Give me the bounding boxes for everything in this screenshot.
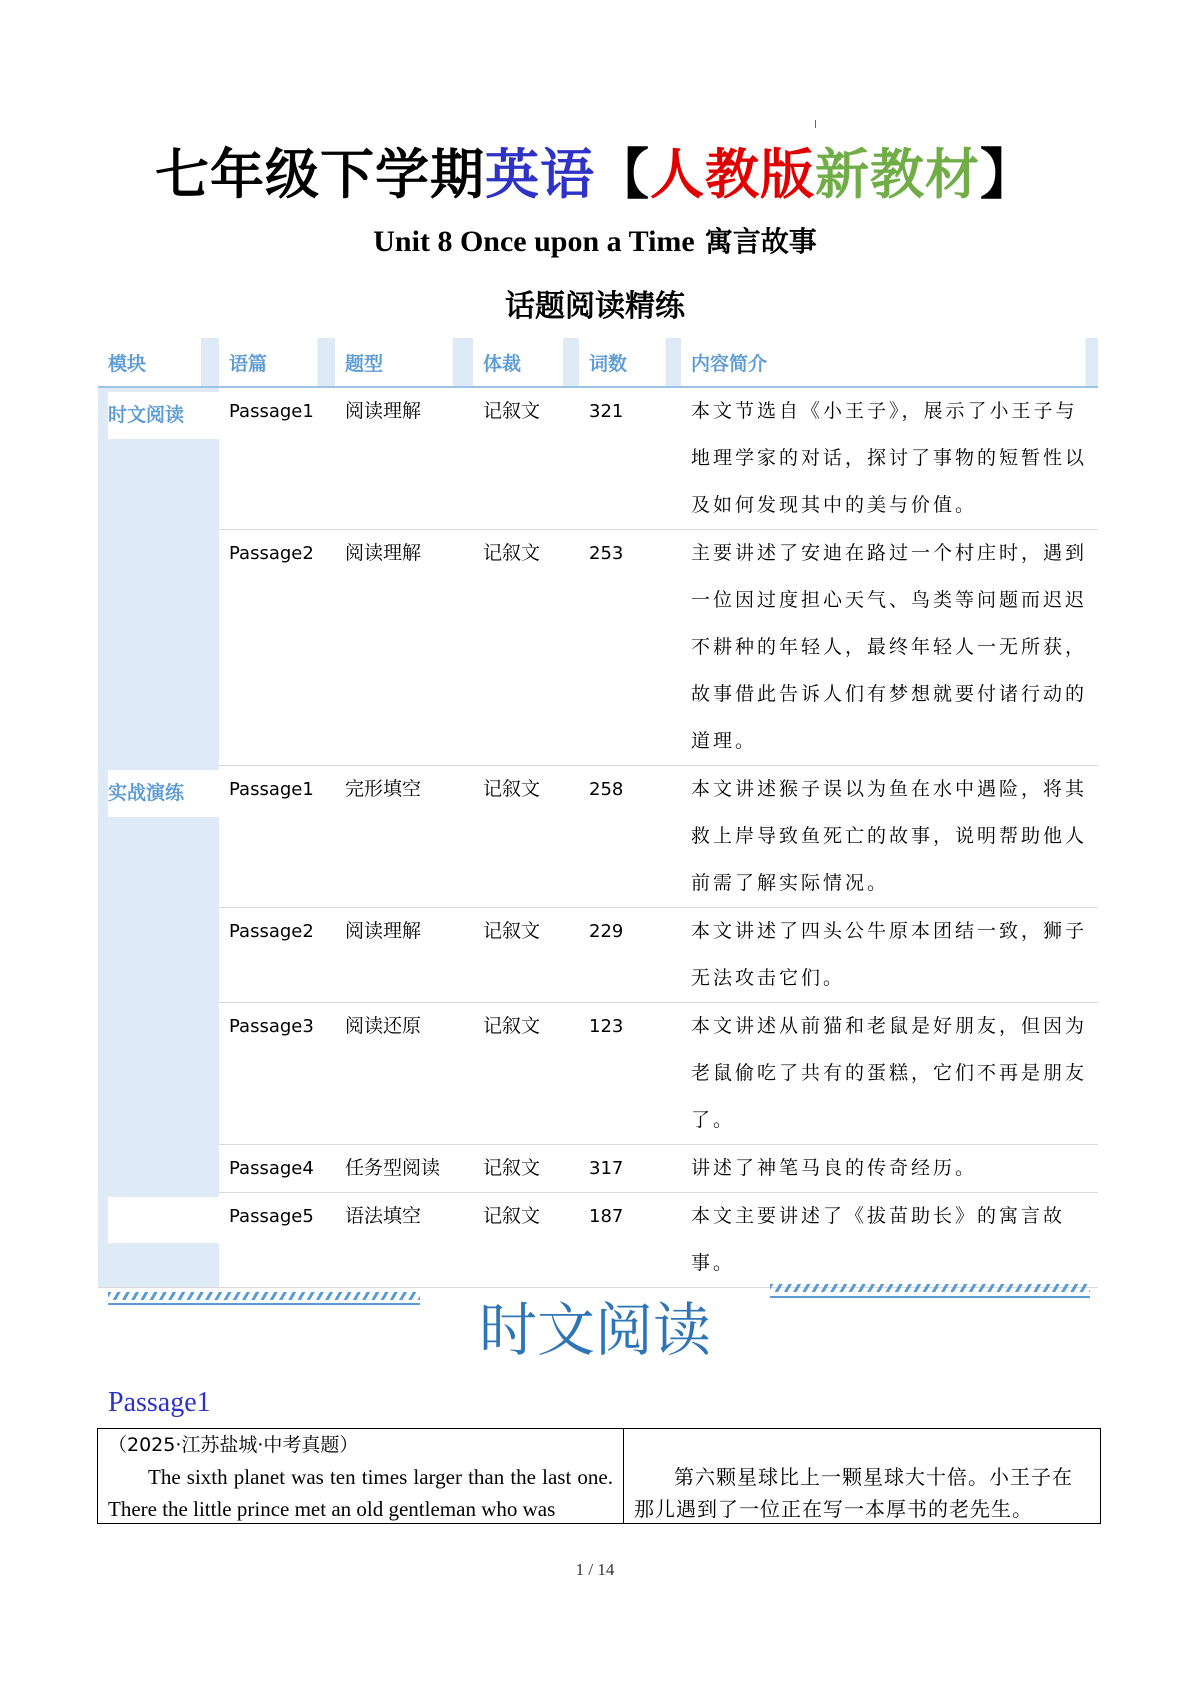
passage-cell: Passage5	[219, 1193, 335, 1288]
type-cell: 阅读理解	[335, 387, 473, 530]
module-cell	[98, 766, 219, 1193]
words-cell: 317	[579, 1145, 681, 1193]
unit-subtitle	[0, 222, 1190, 262]
title-subject: 英语	[485, 143, 595, 206]
type-cell: 语法填空	[335, 1193, 473, 1288]
passage-source: （2025·江苏盐城·中考真题）	[108, 1434, 359, 1456]
genre-cell: 记叙文	[473, 387, 579, 530]
section-banner-title: 时文阅读	[478, 1296, 711, 1364]
banner-stripe-right	[770, 1284, 1090, 1292]
passage-cell: Passage3	[219, 1003, 335, 1145]
passage-cell: Passage2	[219, 908, 335, 1003]
summary-cell: 本文讲述猴子误以为鱼在水中遇险，将其救上岸导致鱼死亡的故事，说明帮助他人前需了解实际情况。	[681, 766, 1098, 908]
title-grade: 七年级下学期	[155, 143, 485, 206]
title-edition: 新教材	[815, 143, 980, 206]
passage-cell: Passage1	[219, 387, 335, 530]
module-label: 实战演练	[108, 770, 219, 817]
genre-cell: 记叙文	[473, 1003, 579, 1145]
summary-cell: 本文主要讲述了《拔苗助长》的寓言故事。	[681, 1193, 1098, 1288]
summary-cell: 讲述了神笔马良的传奇经历。	[681, 1145, 1098, 1193]
type-cell: 阅读理解	[335, 908, 473, 1003]
summary-cell: 主要讲述了安迪在路过一个村庄时，遇到一位因过度担心天气、鸟类等问题而迟迟不耕种的年轻人，最终年轻人一无所获，故事借此告诉人们有梦想就要付诸行动的道理。	[681, 530, 1098, 766]
words-cell: 253	[579, 530, 681, 766]
page-number: 1 / 14	[575, 1560, 615, 1579]
header-passage: 语篇	[219, 338, 335, 387]
english-column	[98, 1429, 624, 1523]
summary-cell: 本文讲述从前猫和老鼠是好朋友，但因为老鼠偷吃了共有的蛋糕，它们不再是朋友了。	[681, 1003, 1098, 1145]
summary-cell: 本文节选自《小王子》，展示了小王子与地理学家的对话，探讨了事物的短暂性以及如何发现其中的美与价值。	[681, 387, 1098, 530]
bilingual-passage-box	[97, 1428, 1101, 1524]
passage-cell: Passage2	[219, 530, 335, 766]
genre-cell: 记叙文	[473, 1193, 579, 1288]
type-cell: 任务型阅读	[335, 1145, 473, 1193]
title-bracket-open: 【	[595, 143, 650, 206]
section-heading: 话题阅读精练	[505, 289, 685, 324]
english-text: The sixth planet was ten times larger than the last one. There the little prince met an old gentleman who was	[108, 1465, 613, 1521]
overview-table	[98, 338, 1098, 1288]
unit-subtitle-en: Unit 8 Once upon a Time	[373, 225, 695, 258]
type-cell: 阅读理解	[335, 530, 473, 766]
words-cell: 229	[579, 908, 681, 1003]
table-header-row	[98, 338, 1098, 387]
table-row	[98, 1145, 1098, 1193]
genre-cell: 记叙文	[473, 766, 579, 908]
module-label: 时文阅读	[108, 392, 219, 439]
title-publisher: 人教版	[650, 143, 815, 206]
chinese-text: 第六颗星球比上一颗星球大十倍。小王子在那儿遇到了一位正在写一本厚书的老先生。	[634, 1465, 1073, 1521]
table-row	[98, 1003, 1098, 1145]
header-summary: 内容简介	[681, 338, 1098, 387]
genre-cell: 记叙文	[473, 1145, 579, 1193]
page-tick-mark	[815, 120, 816, 128]
chinese-column	[624, 1429, 1099, 1523]
words-cell: 258	[579, 766, 681, 908]
summary-cell: 本文讲述了四头公牛原本团结一致，狮子无法攻击它们。	[681, 908, 1098, 1003]
banner-stripe-left	[108, 1292, 420, 1300]
header-type: 题型	[335, 338, 473, 387]
module-cell-blank	[98, 1193, 219, 1288]
words-cell: 187	[579, 1193, 681, 1288]
header-words: 词数	[579, 338, 681, 387]
passage-label: Passage1	[108, 1387, 211, 1418]
header-genre: 体裁	[473, 338, 579, 387]
banner-line-left	[108, 1303, 420, 1305]
genre-cell: 记叙文	[473, 530, 579, 766]
table-row	[98, 530, 1098, 766]
genre-cell: 记叙文	[473, 908, 579, 1003]
passage-cell: Passage4	[219, 1145, 335, 1193]
table-row	[98, 908, 1098, 1003]
page-title	[0, 140, 1190, 210]
words-cell: 123	[579, 1003, 681, 1145]
passage-cell: Passage1	[219, 766, 335, 908]
module-label-blank	[108, 1197, 219, 1243]
unit-subtitle-cn: 寓言故事	[704, 225, 817, 258]
type-cell: 阅读还原	[335, 1003, 473, 1145]
words-cell: 321	[579, 387, 681, 530]
banner-line-right	[770, 1296, 1090, 1298]
header-module: 模块	[98, 338, 219, 387]
table-row	[98, 387, 1098, 530]
module-cell	[98, 387, 219, 766]
title-bracket-close: 】	[980, 143, 1035, 206]
type-cell: 完形填空	[335, 766, 473, 908]
table-row	[98, 766, 1098, 908]
table-row	[98, 1193, 1098, 1288]
